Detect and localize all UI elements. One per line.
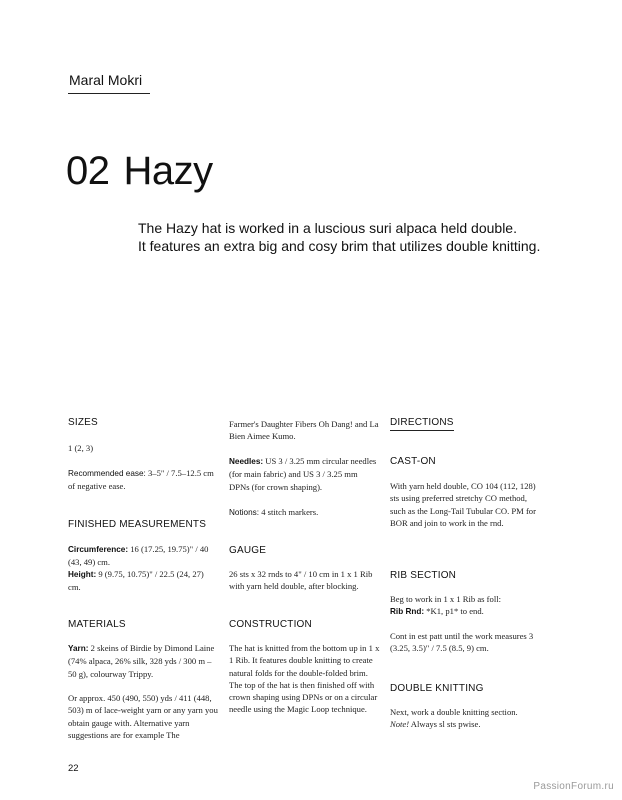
gauge-text: 26 sts x 32 rnds to 4" / 10 cm in 1 x 1 Rib with yarn held double, after blocking. bbox=[229, 569, 373, 592]
notions bbox=[229, 506, 379, 519]
height-label: Height: bbox=[68, 570, 97, 579]
construction-heading: CONSTRUCTION bbox=[229, 619, 312, 630]
rib-section-heading: RIB SECTION bbox=[390, 570, 457, 581]
cast-on-text: With yarn held double, CO 104 (112, 128) sts using preferred stretchy CO method, such as the Long-Tail Tubular CO. PM for BOR and join to work in the rnd. bbox=[390, 481, 536, 528]
rib-round-label: Rib Rnd: bbox=[390, 607, 425, 616]
needles bbox=[229, 455, 379, 493]
double-knitting-text bbox=[390, 706, 550, 731]
double-knitting-heading: DOUBLE KNITTING bbox=[390, 683, 484, 694]
notions-text: 4 stitch markers. bbox=[259, 507, 319, 517]
author-name: Maral Mokri bbox=[69, 72, 143, 88]
notions-label: Notions: bbox=[229, 508, 260, 517]
yarn-alternatives: Or approx. 450 (490, 550) yds / 411 (448, 503) m of lace-weight yarn or any yarn you obtain gauge with. Alternative yarn suggestions are for example The bbox=[68, 693, 218, 740]
height bbox=[68, 568, 218, 594]
circumference-text: 16 (17.25, 19.75)" / 40 (43, 49) cm. bbox=[68, 544, 209, 568]
sizes-heading: SIZES bbox=[68, 417, 98, 428]
cast-on-heading: CAST-ON bbox=[390, 456, 436, 467]
pattern-number: 02 bbox=[66, 149, 110, 193]
recommended-ease bbox=[68, 467, 218, 493]
yarn-suggestions-cont: Farmer's Daughter Fibers Oh Dang! and La Bien Aimee Kumo. bbox=[229, 419, 379, 442]
rib-intro: Beg to work in 1 x 1 Rib as foll: bbox=[390, 594, 501, 604]
double-knitting-line: Next, work a double knitting section. bbox=[390, 707, 518, 717]
construction-text: The hat is knitted from the bottom up in 1 x 1 Rib. It features double knitting to create natural folds for the double-folded brim. The top of the hat is then finished off with crown shaping using DPNs or on a circular needle using the Magic Loop technique. bbox=[229, 643, 380, 715]
ease-label: Recommended ease: bbox=[68, 469, 146, 478]
page-number: 22 bbox=[68, 763, 79, 774]
yarn-label: Yarn: bbox=[68, 644, 89, 653]
note-line bbox=[390, 718, 550, 730]
intro-paragraph bbox=[138, 219, 558, 255]
gauge-heading: GAUGE bbox=[229, 545, 267, 556]
needles-text: US 3 / 3.25 mm circular needles (for main fabric) and US 3 / 3.25 mm DPNs (for crown shaping). bbox=[229, 456, 377, 492]
circumference bbox=[68, 543, 218, 569]
needles-label: Needles: bbox=[229, 457, 264, 466]
yarn bbox=[68, 642, 220, 680]
watermark: PassionForum.ru bbox=[533, 781, 614, 792]
intro-line-1: The Hazy hat is worked in a luscious suri alpaca held double. bbox=[138, 220, 517, 236]
circumference-label: Circumference: bbox=[68, 545, 129, 554]
rib-continue-text: Cont in est patt until the work measures 3 (3.25, 3.5)" / 7.5 (8.5, 9) cm. bbox=[390, 631, 534, 654]
materials-heading: MATERIALS bbox=[68, 619, 126, 630]
rib-round bbox=[390, 605, 540, 618]
ease-text: 3–5" / 7.5–12.5 cm of negative ease. bbox=[68, 468, 214, 492]
height-text: 9 (9.75, 10.75)" / 22.5 (24, 27) cm. bbox=[68, 569, 204, 593]
rib-round-text: *K1, p1* to end. bbox=[424, 606, 484, 616]
pattern-title bbox=[66, 149, 213, 194]
intro-line-2: It features an extra big and cosy brim that utilizes double knitting. bbox=[138, 238, 541, 254]
sizes-value: 1 (2, 3) bbox=[68, 443, 94, 453]
finished-measurements-heading: FINISHED MEASUREMENTS bbox=[68, 519, 207, 530]
note-label: Note! bbox=[390, 719, 410, 730]
author-underline bbox=[68, 93, 150, 94]
yarn-text: 2 skeins of Birdie by Dimond Laine (74% alpaca, 26% silk, 328 yds / 300 m – 50 g), colourway Trippy. bbox=[68, 643, 215, 679]
directions-heading: DIRECTIONS bbox=[390, 417, 454, 431]
note-text: Always sl sts pwise. bbox=[409, 719, 481, 730]
pattern-name: Hazy bbox=[123, 149, 213, 193]
